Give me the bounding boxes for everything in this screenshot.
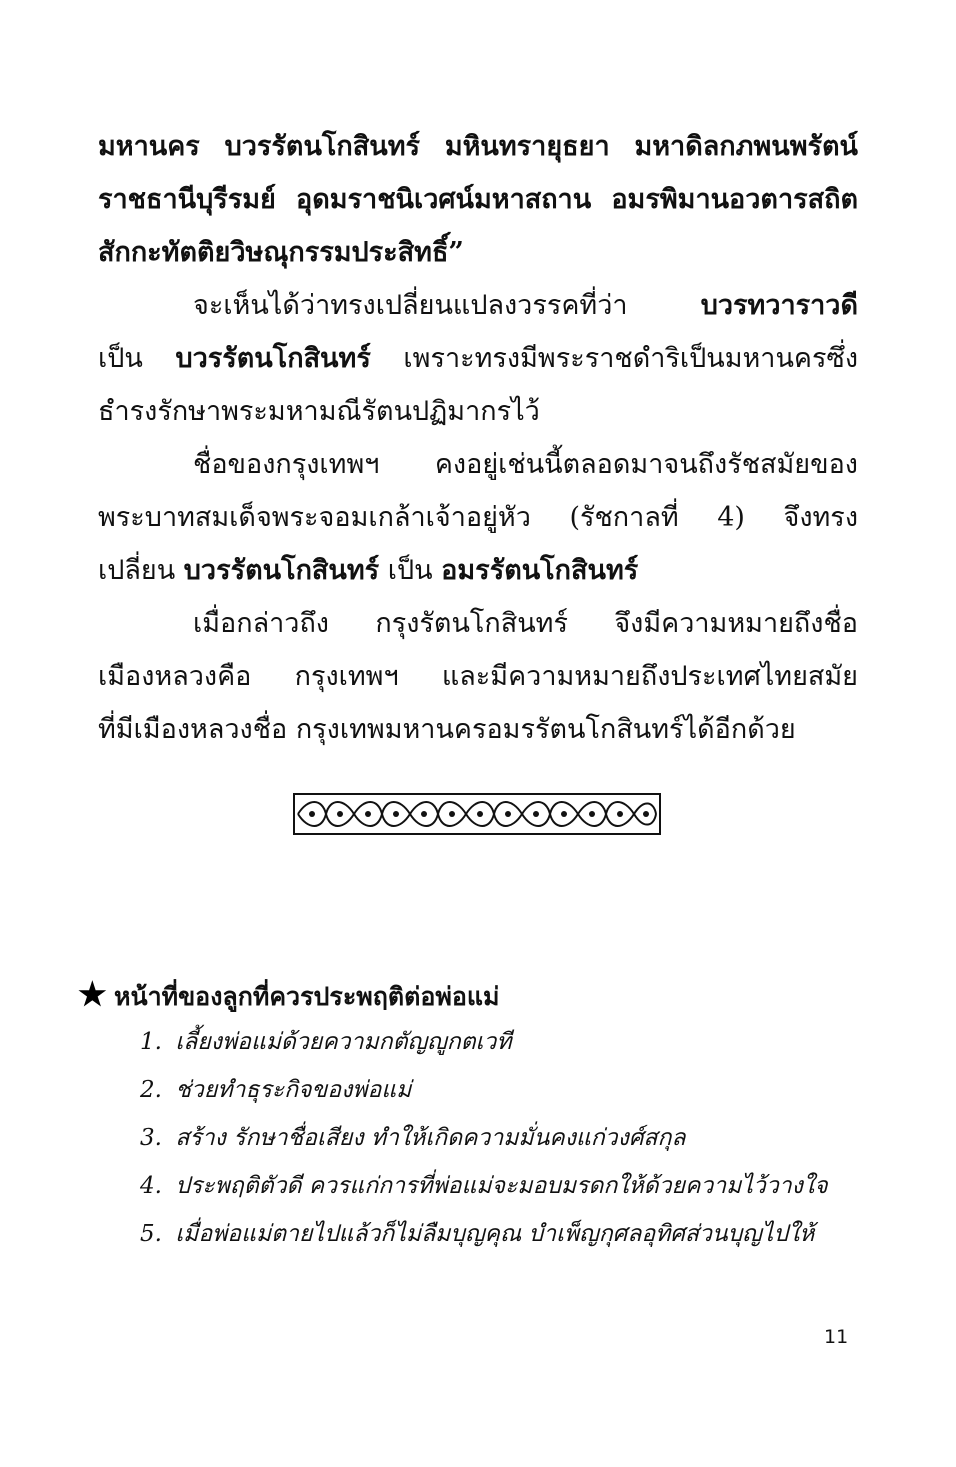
main-text <box>98 120 858 756</box>
section-heading-text: หน้าที่ของลูกที่ควรประพฤติต่อพ่อแม่ <box>114 982 500 1011</box>
p2-line-2: เป็น บวรรัตนโกสินทร์ เพราะทรงมีพระราชดำริเป็นมหานครซึ่ง <box>98 343 858 374</box>
p1-line-3: สักกะทัตติยวิษณุกรรมประสิทธิ์” <box>98 237 464 268</box>
section-heading <box>78 970 878 1018</box>
p4-line-2: เมืองหลวงคือ กรุงเทพฯ และมีความหมายถึงประเทศไทยสมัย <box>98 661 858 692</box>
duties-list <box>78 1018 878 1258</box>
page-number: 11 <box>824 1326 849 1348</box>
duties-section <box>78 970 878 1258</box>
p3-line-1: ชื่อของกรุงเทพฯ คงอยู่เช่นนี้ตลอดมาจนถึงรัชสมัยของ <box>193 449 858 480</box>
list-item: 5. เมื่อพ่อแม่ตายไปแล้วก็ไม่ลืมบุญคุณ บำเพ็ญกุศลอุทิศส่วนบุญไปให้ <box>140 1221 815 1247</box>
list-item: 2. ช่วยทำธุระกิจของพ่อแม่ <box>140 1077 412 1103</box>
p4-line-3: ที่มีเมืองหลวงชื่อ กรุงเทพมหานครอมรรัตนโกสินทร์ได้อีกด้วย <box>98 714 796 745</box>
star-icon: ★ <box>78 975 107 1013</box>
thai-floral-border-ornament-icon <box>292 792 662 836</box>
list-item: 4. ประพฤติตัวดี ควรแก่การที่พ่อแม่จะมอบมรดกให้ด้วยความไว้วางใจ <box>140 1173 828 1199</box>
p3-line-2: พระบาทสมเด็จพระจอมเกล้าเจ้าอยู่หัว (รัชกาลที่ 4) จึงทรง <box>98 502 858 533</box>
p1-line-2: ราชธานีบุรีรมย์ อุดมราชนิเวศน์มหาสถาน อมรพิมานอวตารสถิต <box>98 184 858 215</box>
p3-line-3: เปลี่ยน บวรรัตนโกสินทร์ เป็น อมรรัตนโกสินทร์ <box>98 555 639 586</box>
p2-line-3: ธำรงรักษาพระมหามณีรัตนปฏิมากรไว้ <box>98 396 540 427</box>
p2-line-1: จะเห็นได้ว่าทรงเปลี่ยนแปลงวรรคที่ว่า บวรทวาราวดี <box>193 290 858 321</box>
list-item: 1. เลี้ยงพ่อแม่ด้วยความกตัญญูกตเวที <box>140 1029 512 1055</box>
p1-line-1: มหานคร บวรรัตนโกสินทร์ มหินทรายุธยา มหาดิลกภพนพรัตน์ <box>98 131 858 162</box>
p4-line-1: เมื่อกล่าวถึง กรุงรัตนโกสินทร์ จึงมีความหมายถึงชื่อ <box>193 608 858 639</box>
list-item: 3. สร้าง รักษาชื่อเสียง ทำให้เกิดความมั่นคงแก่วงศ์สกุล <box>140 1125 686 1151</box>
